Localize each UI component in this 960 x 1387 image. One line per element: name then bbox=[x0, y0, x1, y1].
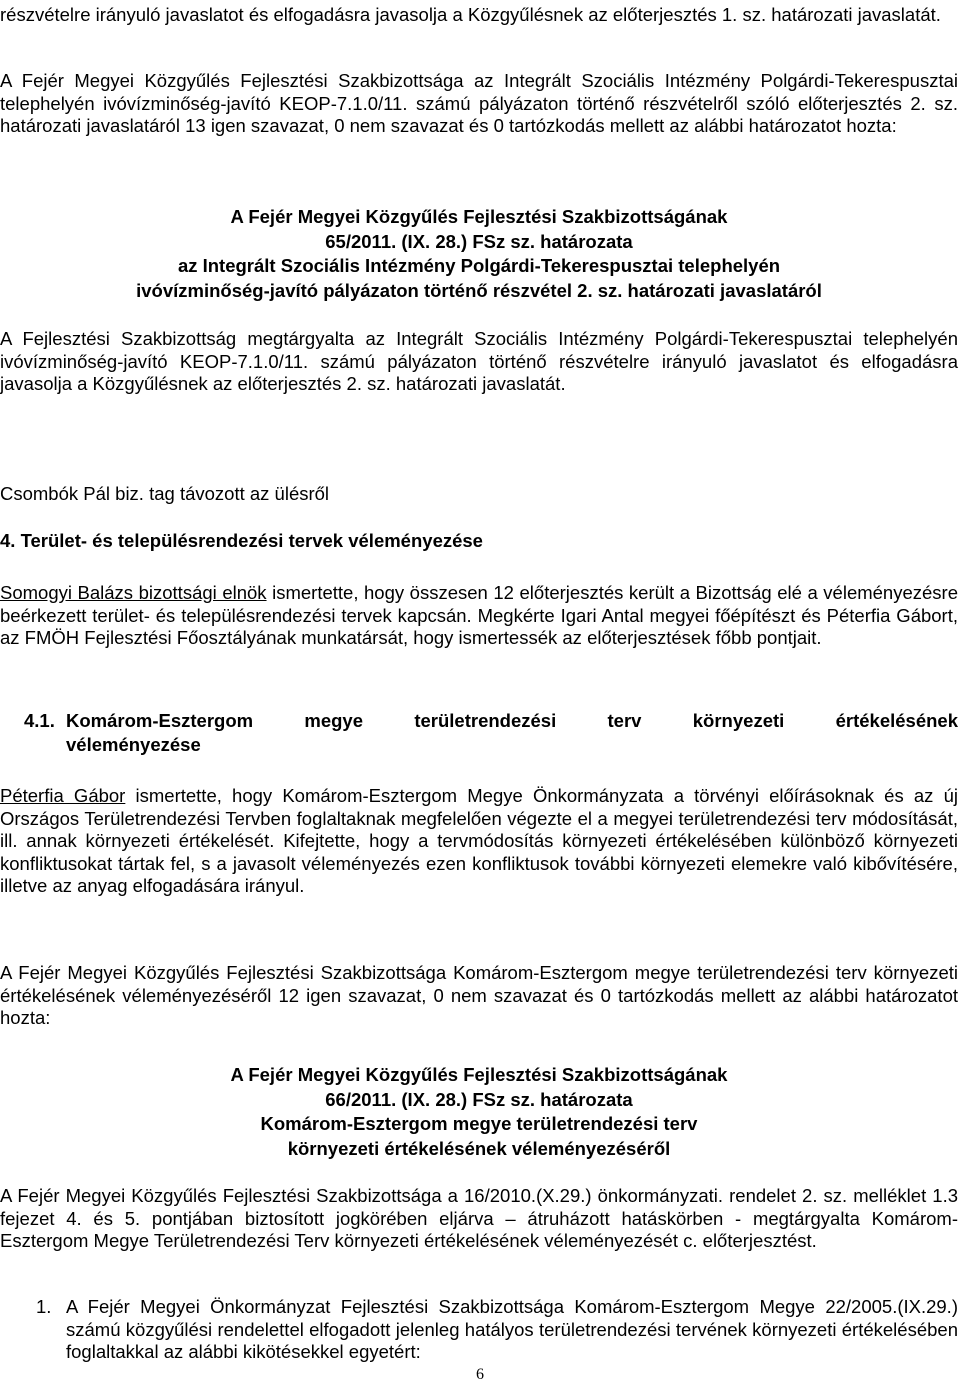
subsection-4-1-title bbox=[66, 709, 958, 757]
list-item-1-text: A Fejér Megyei Önkormányzat Fejlesztési Szakbizottsága Komárom-Esztergom Megye 22/2005.(IX.29.) számú közgyűlési rendelettel elfogadott jelenleg hatályos területrendezési tervének környezeti értékelésében foglaltakkal az alábbi kikötésekkel egyetért: bbox=[66, 1296, 958, 1362]
paragraph-resolution-65-body: A Fejlesztési Szakbizottság megtárgyalta az Integrált Szociális Intézmény Polgárdi-Tekerespusztai telephelyén ivóvízminőség-javító KEOP-7.1.0/11. számú pályázaton történő részvételre irányuló javaslatot és elfogadásra javasolja a Közgyűlésnek az előterjesztés 2. sz. határozati javaslatát. bbox=[0, 328, 958, 394]
subsection-4-1-line1: Komárom-Esztergom megye területrendezési terv környezeti értékelésének bbox=[66, 710, 958, 731]
resolution-65-line4: ivóvízminőség-javító pályázaton történő részvétel 2. sz. határozati javaslatáról bbox=[136, 279, 822, 301]
resolution-65-line3: az Integrált Szociális Intézmény Polgárdi-Tekerespusztai telephelyén bbox=[177, 255, 781, 276]
paragraph-section-4-intro bbox=[0, 582, 958, 650]
member-left-note: Csombók Pál biz. tag távozott az ülésről bbox=[0, 483, 330, 504]
speaker-somogyi: Somogyi Balázs bizottsági elnök bbox=[0, 582, 267, 603]
resolution-65-line2: 65/2011. (IX. 28.) FSz sz. határozata bbox=[325, 230, 633, 252]
resolution-66-line2: 66/2011. (IX. 28.) FSz sz. határozata bbox=[325, 1088, 633, 1110]
paragraph-peterfia-text: ismertette, hogy Komárom-Esztergom Megye Önkormányzata a törvényi előírásoknak és az új Országos Területrendezési Tervben foglaltaknak megfelelően végezte el a megyei területrendezési terv módosítását, ill. annak környezeti értékelését. Kifejtette, hogy a tervmódosítás környezeti értékelésében különböző környezeti konfliktusokat tártak fel, s a javasolt véleményezés ezen konfliktusok további környezeti elemekre való kibővítésére, illetve az anyag elfogadására irányul. bbox=[0, 785, 958, 896]
list-item-1-number: 1. bbox=[36, 1296, 52, 1317]
resolution-66-line4: környezeti értékelésének véleményezéséről bbox=[287, 1137, 671, 1159]
paragraph-continuation: részvételre irányuló javaslatot és elfogadásra javasolja a Közgyűlésnek az előterjesztés 1. sz. határozati javaslatát. bbox=[0, 4, 941, 25]
paragraph-peterfia bbox=[0, 785, 958, 898]
subsection-4-1-number: 4.1. bbox=[24, 710, 55, 731]
page-number: 6 bbox=[476, 1366, 484, 1383]
resolution-65-heading bbox=[0, 205, 958, 303]
resolution-66-line3: Komárom-Esztergom megye területrendezési terv bbox=[260, 1113, 698, 1134]
paragraph-decision-intro: A Fejér Megyei Közgyűlés Fejlesztési Szakbizottsága az Integrált Szociális Intézmény Polgárdi-Tekerespusztai telephelyén ivóvízminőség-javító KEOP-7.1.0/11. számú pályázaton történő részvételről szóló előterjesztés 2. sz. határozati javaslatáról 13 igen szavazat, 0 nem szavazat és 0 tartózkodás mellett az alábbi határozatot hozta: bbox=[0, 70, 958, 136]
speaker-peterfia: Péterfia Gábor bbox=[0, 785, 126, 806]
paragraph-section-4-text: ismertette, hogy összesen 12 előterjesztés került a Bizottság elé a véleményezésre beérkezett terület- és településrendezési tervek kapcsán. Megkérte Igari Antal megyei főépítészt és Péterfia Gábort, az FMÖH Fejlesztési Főosztályának munkatársát, hogy ismertessék az előterjesztések főbb pontjait. bbox=[0, 582, 958, 648]
paragraph-decision-intro-2: A Fejér Megyei Közgyűlés Fejlesztési Szakbizottsága Komárom-Esztergom megye területrendezési terv környezeti értékelésének véleményezéséről 12 igen szavazat, 0 nem szavazat és 0 tartózkodás mellett az alábbi határozatot hozta: bbox=[0, 962, 958, 1028]
resolution-65-line1: A Fejér Megyei Közgyűlés Fejlesztési Szakbizottságának bbox=[230, 206, 728, 227]
subsection-4-1-line2: véleményezése bbox=[66, 734, 201, 755]
resolution-66-heading bbox=[0, 1063, 958, 1161]
paragraph-resolution-66-body: A Fejér Megyei Közgyűlés Fejlesztési Szakbizottsága a 16/2010.(X.29.) önkormányzati. rendelet 2. sz. melléklet 1.3 fejezet 4. és 5. pontjában biztosított jogkörében eljárva – átruházott hatáskörben - megtárgyalta Komárom-Esztergom Megye Területrendezési Terv környezeti értékelésének véleményezését c. előterjesztést. bbox=[0, 1185, 958, 1251]
section-4-heading: 4. Terület- és településrendezési tervek véleményezése bbox=[0, 530, 483, 551]
resolution-66-line1: A Fejér Megyei Közgyűlés Fejlesztési Szakbizottságának bbox=[230, 1064, 728, 1085]
